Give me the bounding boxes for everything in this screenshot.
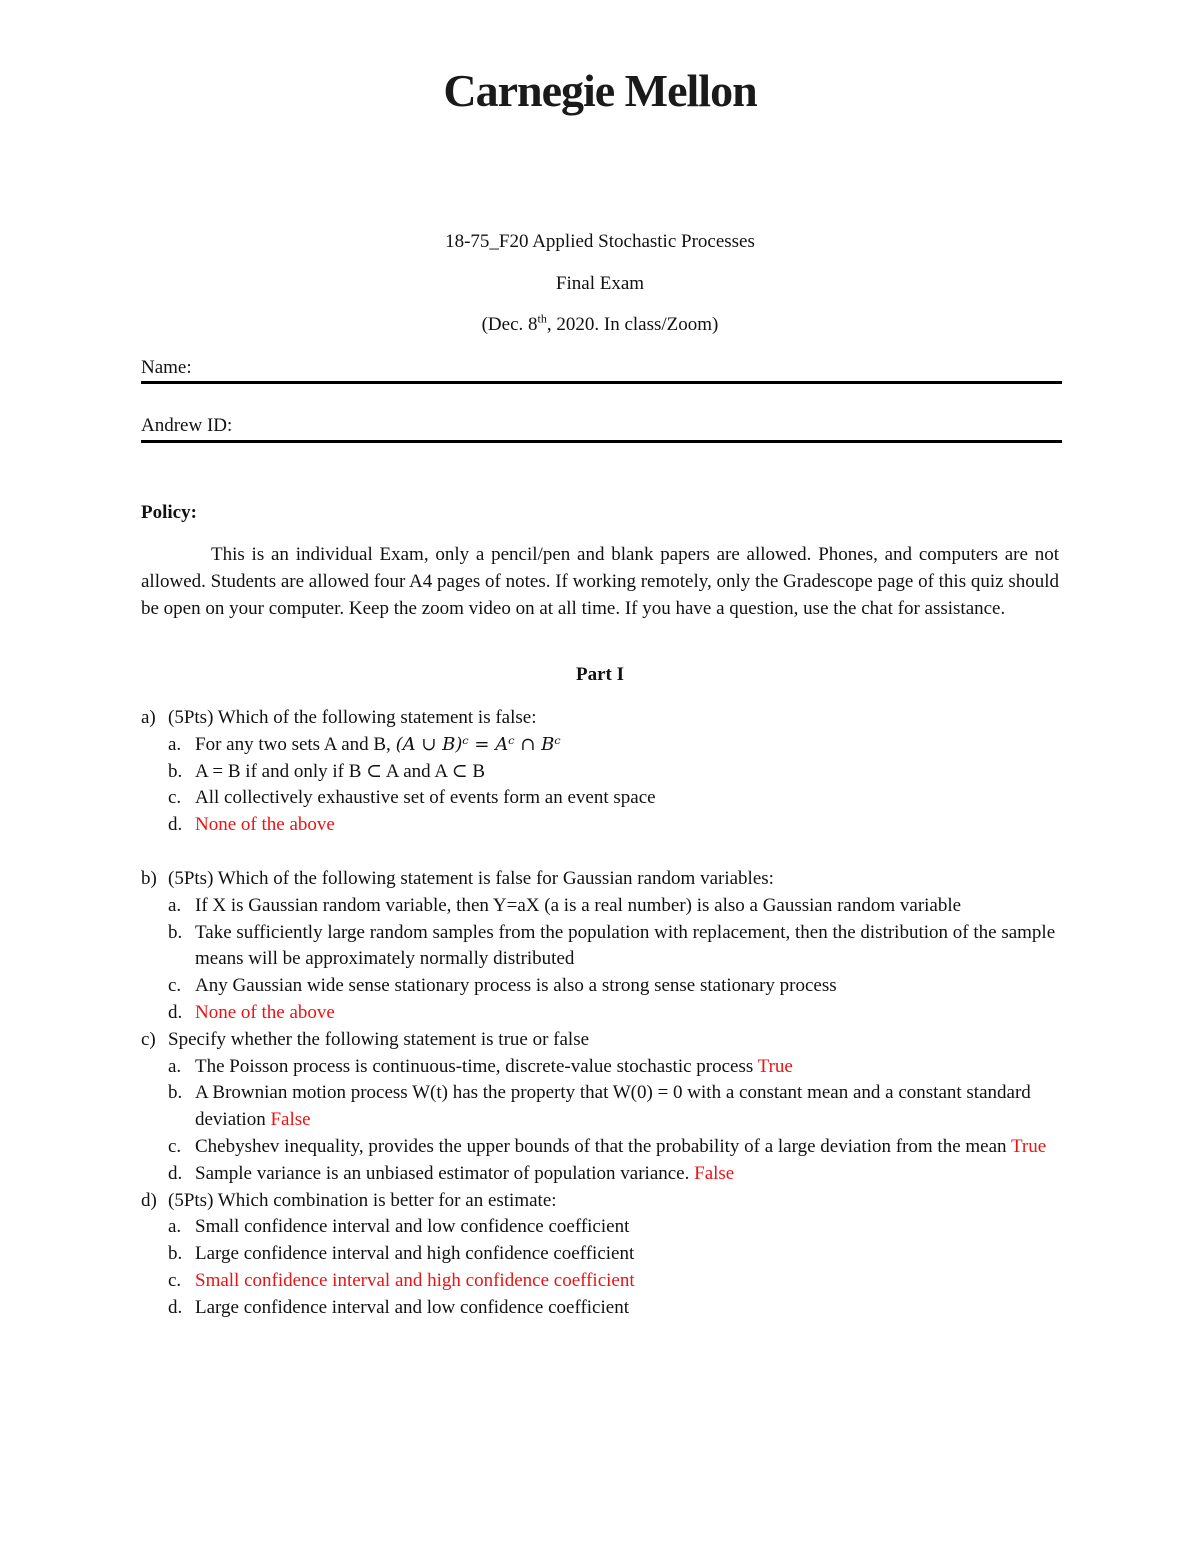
option-text: All collectively exhaustive set of events form an event space: [195, 787, 656, 809]
course-title: 18-75_F20 Applied Stochastic Processes: [445, 231, 755, 252]
option-marker: d.: [168, 814, 183, 836]
option-text: Chebyshev inequality, provides the upper bounds of that the probability of a large deviation from the mean: [195, 1135, 1011, 1157]
date-superscript: th: [537, 311, 547, 326]
policy-text: This is an individual Exam, only a pencil/pen and blank papers are allowed. Phones, and computers are not allowed. Students are allowed four A4 pages of notes. If working remotely, only the Gradescope page of this quiz should be open on your computer. Keep the zoom video on at all time. If you have a question, use the chat for assistance.: [141, 544, 1059, 619]
option-item: [141, 785, 1061, 812]
question-text: Specify whether the following statement is true or false: [168, 1028, 590, 1050]
option-answer: True: [1010, 1135, 1047, 1157]
question-text: (5Pts) Which combination is better for an estimate:: [168, 1189, 557, 1211]
option-marker: b.: [168, 760, 183, 782]
option-item: [141, 1161, 1061, 1188]
option-text: For any two sets A and B,: [195, 733, 396, 755]
option-item: [141, 893, 1061, 920]
option-item: [141, 1000, 1061, 1027]
option-marker: c.: [168, 1135, 182, 1157]
option-item: [141, 920, 1061, 974]
option-item: [141, 1134, 1061, 1161]
option-marker: b.: [168, 1082, 183, 1104]
option-item: [141, 1214, 1061, 1241]
option-marker: a.: [168, 894, 182, 916]
date-prefix: (Dec. 8: [481, 314, 538, 335]
date-suffix: , 2020. In class/Zoom): [546, 314, 719, 335]
option-text: Small confidence interval and high confidence coefficient: [195, 1269, 635, 1291]
option-marker: d.: [168, 1296, 183, 1318]
question-text: (5Pts) Which of the following statement is false for Gaussian random variables:: [168, 867, 774, 889]
option-item: [141, 1080, 1061, 1134]
option-text: Sample variance is an unbiased estimator of population variance.: [195, 1162, 695, 1184]
name-line: [141, 381, 1062, 384]
option-item: [141, 1268, 1061, 1295]
name-label: Name:: [141, 357, 192, 378]
option-item: [141, 1295, 1061, 1322]
option-marker: b.: [168, 1243, 183, 1265]
question-1: [141, 705, 1061, 732]
option-text: Large confidence interval and low confidence coefficient: [195, 1296, 629, 1318]
university-logo: Carnegie Mellon: [443, 65, 757, 116]
option-marker: a.: [168, 1216, 182, 1238]
question-marker: c): [141, 1028, 156, 1050]
option-marker: c.: [168, 1269, 182, 1291]
option-text: None of the above: [195, 814, 335, 836]
option-item: [141, 812, 1061, 839]
option-marker: a.: [168, 1055, 182, 1077]
option-text: The Poisson process is continuous-time, discrete-value stochastic process: [195, 1055, 758, 1077]
option-item: [141, 759, 1061, 786]
question-spacer: [141, 839, 1061, 866]
option-answer: False: [694, 1162, 735, 1184]
option-answer: True: [757, 1055, 793, 1077]
option-item: [141, 732, 1061, 759]
option-text: A = B if and only if B ⊂ A and A ⊂ B: [195, 760, 486, 782]
question-list: [141, 705, 1061, 1322]
question-marker: a): [141, 707, 156, 728]
option-marker: a.: [168, 733, 182, 755]
question-text: (5Pts) Which of the following statement is false:: [168, 707, 537, 728]
option-marker: c.: [168, 787, 182, 809]
option-text: Any Gaussian wide sense stationary process is also a strong sense stationary process: [195, 975, 837, 997]
option-marker: c.: [168, 975, 182, 997]
option-math: (A ∪ B)ᶜ = Aᶜ ∩ Bᶜ: [395, 733, 561, 755]
exam-date: [0, 311, 1200, 336]
option-text: Large confidence interval and high confidence coefficient: [195, 1243, 635, 1265]
option-item: [141, 973, 1061, 1000]
option-text: Take sufficiently large random samples from the population with replacement, then the distribution of the sample means will be approximately normally distributed: [195, 921, 1056, 970]
option-marker: d.: [168, 1001, 183, 1023]
name-field: [141, 357, 1062, 379]
option-text: None of the above: [195, 1001, 335, 1023]
question-3: [141, 1027, 1061, 1054]
option-text: Small confidence interval and low confidence coefficient: [195, 1216, 630, 1238]
question-2: [141, 866, 1061, 893]
option-marker: b.: [168, 921, 183, 943]
andrew-id-label: Andrew ID:: [141, 415, 233, 436]
option-item: [141, 1054, 1061, 1081]
option-text: If X is Gaussian random variable, then Y=aX (a is a real number) is also a Gaussian random variable: [195, 894, 962, 916]
question-4: [141, 1188, 1061, 1215]
question-marker: b): [141, 867, 157, 889]
part-title: Part I: [575, 664, 624, 685]
option-text: A Brownian motion process W(t) has the property that W(0) = 0 with a constant mean and a constant standard deviation: [195, 1082, 1031, 1131]
question-marker: d): [141, 1189, 157, 1211]
policy-title: Policy:: [141, 502, 197, 523]
andrew-id-field: [141, 415, 1062, 437]
option-marker: d.: [168, 1162, 183, 1184]
exam-title: Final Exam: [555, 273, 645, 294]
option-item: [141, 1241, 1061, 1268]
andrew-id-line: [141, 440, 1062, 443]
option-answer: False: [270, 1109, 311, 1131]
